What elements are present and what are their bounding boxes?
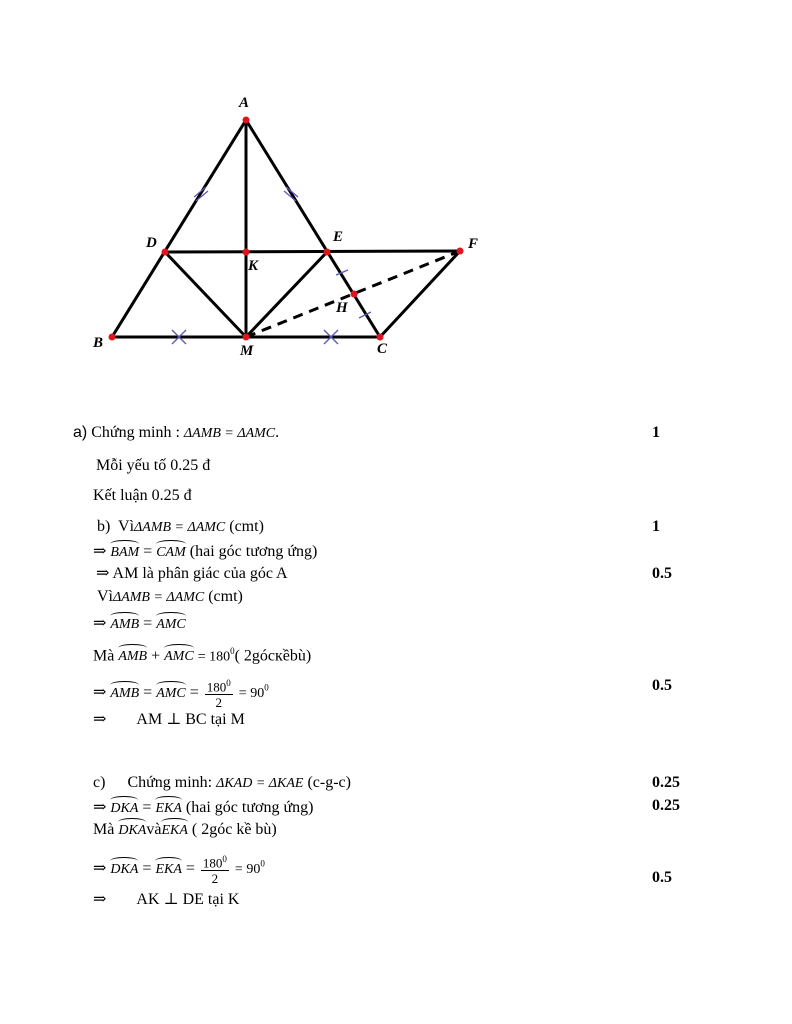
angle-cam: CAM xyxy=(156,540,186,563)
angle-eka: EKA xyxy=(155,796,181,819)
part-a-label: a) xyxy=(73,424,88,441)
part-a-title: Chứng minh : xyxy=(91,424,180,441)
eq-90: = 90 xyxy=(234,861,261,877)
segment-em xyxy=(246,252,327,337)
angle-amb: AMB xyxy=(118,644,147,667)
implies-symbol: ⇒ xyxy=(93,711,107,728)
frac-num: 180 xyxy=(206,679,227,695)
geometry-figure xyxy=(0,0,792,380)
part-b-label: b) xyxy=(97,518,111,535)
fraction-180-over-2 xyxy=(201,852,229,886)
part-b-line1 xyxy=(97,517,264,538)
part-b-formula2: ΔAMB = ΔAMC xyxy=(113,590,205,605)
part-c-line2 xyxy=(93,796,313,819)
adjacent-note: ( 2gócкềbù) xyxy=(234,647,312,665)
ma-word: Mà xyxy=(93,647,115,665)
adjacent-note: ( 2góc kề bù) xyxy=(191,821,277,838)
segment-df xyxy=(165,251,460,252)
part-b-line5 xyxy=(93,612,186,635)
implies-symbol: ⇒ xyxy=(93,543,107,560)
part-b-score1: 1 xyxy=(652,518,660,535)
part-b-score3: 0.5 xyxy=(652,677,672,694)
part-b-cmt2: (cmt) xyxy=(208,588,243,605)
point-c xyxy=(377,334,384,341)
fraction-180-over-2 xyxy=(205,676,233,710)
part-c-formula: ΔKAD = ΔKAE xyxy=(216,776,304,791)
part-b-vi2: Vì xyxy=(97,588,113,605)
part-c-line4 xyxy=(93,852,265,886)
angle-dka: DKA xyxy=(110,857,138,880)
equals: = xyxy=(142,799,152,816)
part-c-score3: 0.5 xyxy=(652,869,672,886)
segment-dm xyxy=(165,252,246,337)
part-b-line3 xyxy=(96,564,288,584)
part-c-cgc: (c-g-c) xyxy=(307,774,351,791)
implies-symbol: ⇒ xyxy=(93,859,107,877)
corresponding-angles-note: (hai góc tương ứng) xyxy=(189,543,318,560)
angle-eka: EKA xyxy=(155,857,181,880)
bisector-statement: AM là phân giác của góc A xyxy=(112,565,288,582)
label-a: A xyxy=(239,95,250,111)
implies-symbol: ⇒ xyxy=(93,615,107,632)
part-b-line8 xyxy=(93,710,245,730)
corresponding-angles-note: (hai góc tương ứng) xyxy=(185,799,314,816)
angle-eka: EKA xyxy=(161,818,187,841)
degree-mark: 0 xyxy=(264,682,269,693)
frac-den: 2 xyxy=(211,871,219,887)
point-h xyxy=(351,291,358,298)
equals: = xyxy=(143,615,153,632)
point-f xyxy=(457,248,464,255)
angle-amc: AMC xyxy=(156,612,186,635)
part-b-cmt: (cmt) xyxy=(229,518,264,535)
angle-amc: AMC xyxy=(164,644,194,667)
eq-180: = 180 xyxy=(197,649,231,665)
equals: = xyxy=(185,859,195,877)
part-c-title: Chứng minh: xyxy=(127,774,213,791)
part-c-score1: 0.25 xyxy=(652,774,680,791)
part-a-line1 xyxy=(73,423,279,444)
degree-mark: 0 xyxy=(226,678,231,688)
label-c: C xyxy=(377,341,388,357)
part-a-formula: ΔAMB = ΔAMC xyxy=(183,426,276,441)
point-a xyxy=(243,117,250,124)
point-k xyxy=(243,249,250,256)
degree-mark: 0 xyxy=(222,854,227,864)
part-a-period: . xyxy=(275,424,280,441)
va-word: và xyxy=(146,821,162,838)
part-c-score2: 0.25 xyxy=(652,797,680,814)
ma-word: Mà xyxy=(93,821,115,838)
implies-symbol: ⇒ xyxy=(93,683,107,701)
point-e xyxy=(324,249,331,256)
part-b-line6 xyxy=(93,641,311,667)
part-a-score: 1 xyxy=(652,424,660,441)
degree-mark: 0 xyxy=(260,858,265,869)
part-a-line3: Kết luận 0.25 đ xyxy=(93,487,192,504)
frac-den: 2 xyxy=(215,695,223,711)
angle-dka: DKA xyxy=(110,796,138,819)
part-c-label: c) xyxy=(93,774,106,791)
label-k: K xyxy=(248,258,259,274)
point-m xyxy=(243,334,250,341)
label-b: B xyxy=(93,335,104,351)
equals: = xyxy=(189,683,199,701)
equals: = xyxy=(143,683,153,701)
angle-amc: AMC xyxy=(156,681,186,704)
segment-ab xyxy=(112,120,246,337)
part-b-vi: Vì xyxy=(118,518,135,535)
segment-cf xyxy=(380,251,460,337)
part-b-formula1: ΔAMB = ΔAMC xyxy=(134,520,226,535)
implies-symbol: ⇒ xyxy=(93,799,107,816)
point-b xyxy=(109,334,116,341)
angle-bam: BAM xyxy=(110,540,139,563)
part-b-line2 xyxy=(93,540,317,563)
part-a-line2: Mỗi yếu tố 0.25 đ xyxy=(96,457,211,474)
part-c-line3 xyxy=(93,818,277,841)
label-e: E xyxy=(333,229,344,245)
part-b-line4 xyxy=(97,587,243,608)
label-f: F xyxy=(468,236,479,252)
angle-amb: AMB xyxy=(110,612,139,635)
segment-ac xyxy=(246,120,380,337)
eq-90: = 90 xyxy=(238,685,265,701)
frac-num: 180 xyxy=(202,855,223,871)
implies-symbol: ⇒ xyxy=(96,565,110,582)
equals: = xyxy=(142,859,152,877)
point-d xyxy=(162,249,169,256)
perpendicular-statement-ak-de: AK ⊥ DE tại K xyxy=(136,891,240,908)
perpendicular-statement-am-bc: AM ⊥ BC tại M xyxy=(136,711,245,728)
label-h: H xyxy=(336,300,348,316)
part-c-line5 xyxy=(93,890,239,910)
angle-dka: DKA xyxy=(118,818,146,841)
label-d: D xyxy=(146,235,157,251)
degree-mark: 0 xyxy=(230,646,235,656)
part-b-score2: 0.5 xyxy=(652,565,672,582)
plus: + xyxy=(151,647,161,665)
angle-amb: AMB xyxy=(110,681,139,704)
part-c-line1 xyxy=(93,773,351,794)
part-b-line7 xyxy=(93,676,269,710)
implies-symbol: ⇒ xyxy=(93,891,107,908)
label-m: M xyxy=(240,343,254,359)
equals: = xyxy=(143,543,153,560)
